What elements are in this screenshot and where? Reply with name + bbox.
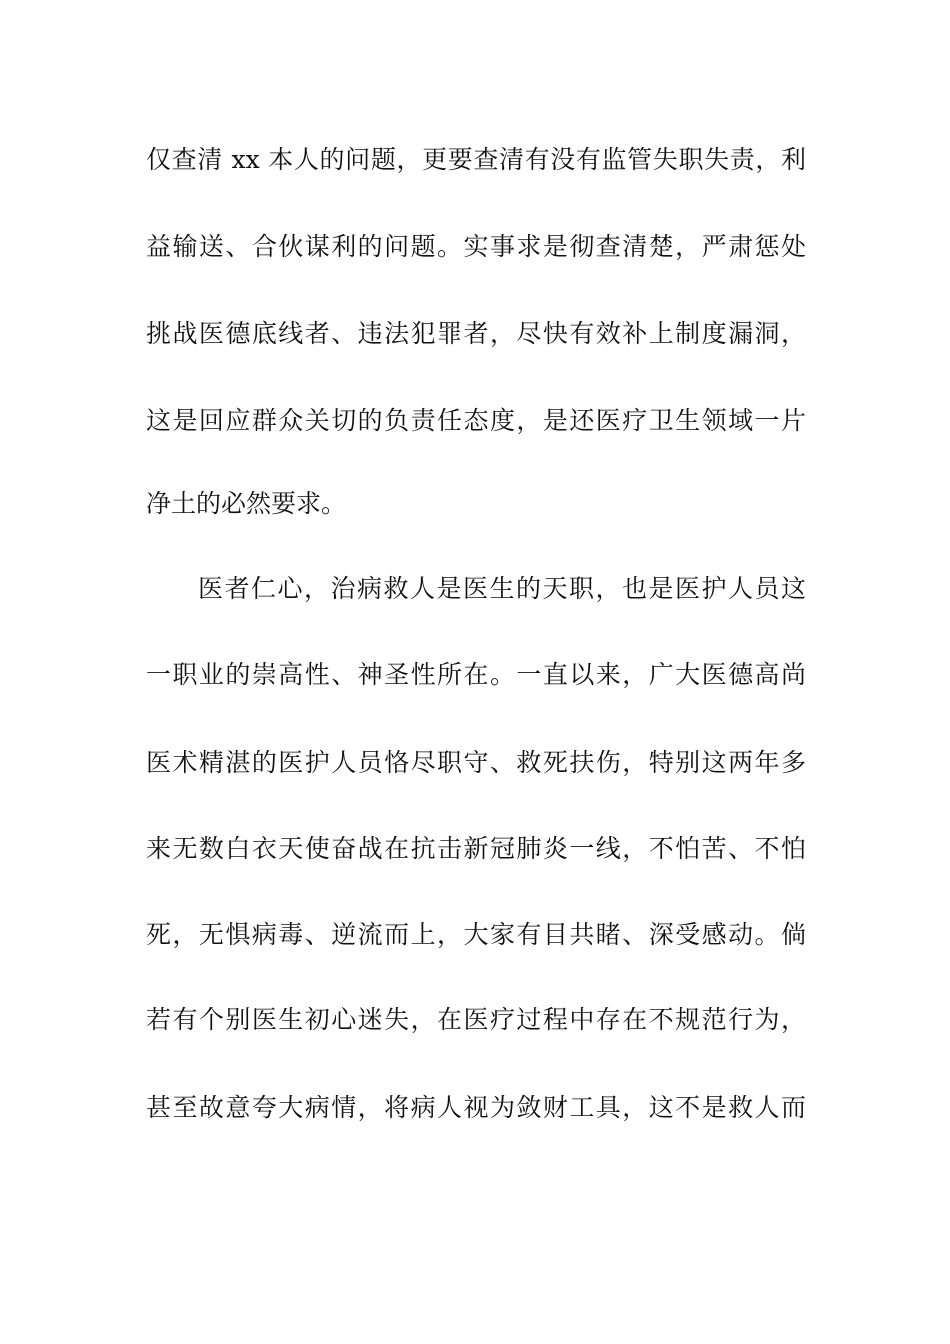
text-line: 挑战医德底线者、违法犯罪者，尽快有效补上制度漏洞， bbox=[146, 319, 806, 348]
text-line: 若有个别医生初心迷失，在医疗过程中存在不规范行为， bbox=[146, 1005, 806, 1034]
text-line: 净土的必然要求。 bbox=[146, 489, 347, 518]
text-line: 医术精湛的医护人员恪尽职守、救死扶伤，特别这两年多 bbox=[146, 748, 806, 777]
text-line: 这是回应群众关切的负责任态度，是还医疗卫生领域一片 bbox=[146, 406, 806, 435]
text-line: 甚至故意夸大病情，将病人视为敛财工具，这不是救人而 bbox=[146, 1093, 806, 1122]
text-line: 来无数白衣天使奋战在抗击新冠肺炎一线，不怕苦、不怕 bbox=[146, 834, 806, 863]
text-line: 医者仁心，治病救人是医生的天职，也是医护人员这 bbox=[198, 574, 806, 603]
text-line: 死，无惧病毒、逆流而上，大家有目共睹、深受感动。倘 bbox=[146, 920, 806, 949]
text-line: 仅查清 xx 本人的问题，更要查清有没有监管失职失责，利 bbox=[146, 145, 806, 174]
text-line: 益输送、合伙谋利的问题。实事求是彻查清楚，严肃惩处 bbox=[146, 232, 806, 261]
text-line: 一职业的崇高性、神圣性所在。一直以来，广大医德高尚 bbox=[146, 660, 806, 689]
